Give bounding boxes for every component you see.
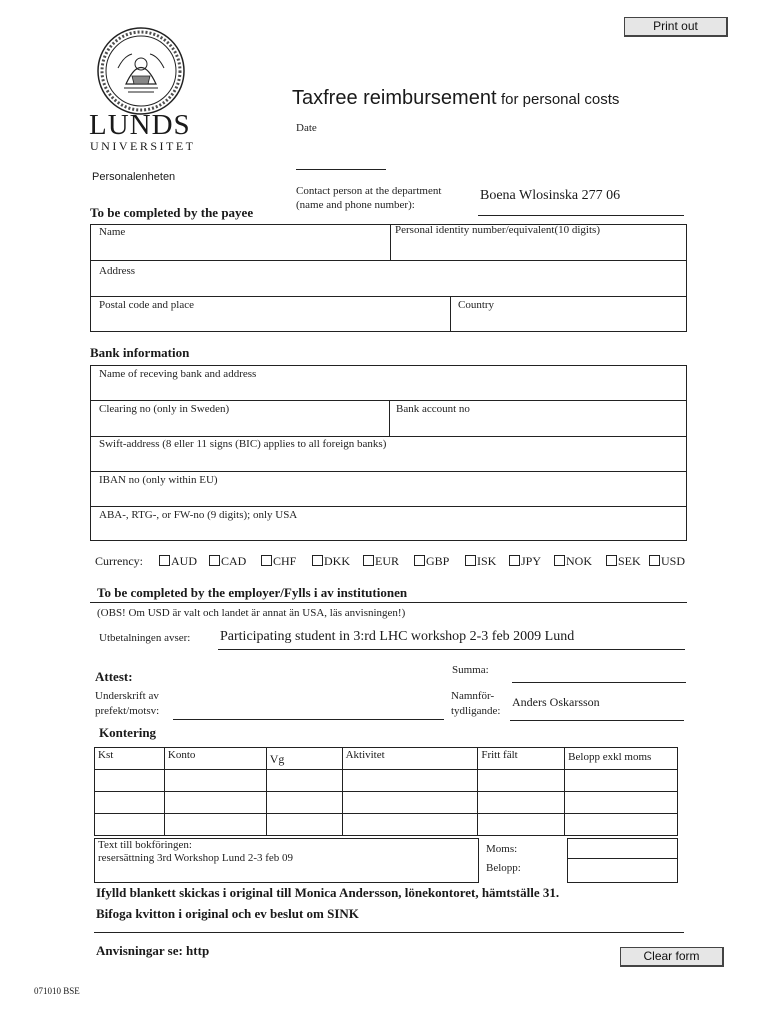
col-belopp: Belopp exkl moms	[565, 748, 678, 770]
contact-field[interactable]: Boena Wlosinska 277 06	[480, 188, 621, 203]
aba-field[interactable]: ABA-, RTG-, or FW-no (9 digits); only USA	[99, 509, 298, 521]
checkbox-icon[interactable]	[312, 555, 323, 566]
col-konto: Konto	[164, 748, 266, 770]
page-title: Taxfree reimbursement for personal costs	[292, 87, 620, 109]
name-clarification-field[interactable]: Anders Oskarsson	[512, 695, 600, 709]
address-field[interactable]: Address	[99, 265, 136, 277]
belopp-label: Belopp:	[486, 862, 521, 874]
currency-jpy[interactable]: JPY	[509, 554, 541, 569]
payee-box	[90, 224, 687, 332]
col-vg: Vg	[266, 748, 342, 770]
footer-instruction-2: Bifoga kvitton i original och ev beslut om SINK	[96, 906, 359, 921]
payee-divider-2	[90, 296, 687, 297]
checkbox-icon[interactable]	[261, 555, 272, 566]
payee-heading: To be completed by the payee	[90, 205, 254, 220]
currency-aud[interactable]: AUD	[159, 554, 197, 569]
currency-eur[interactable]: EUR	[363, 554, 399, 569]
checkbox-icon[interactable]	[606, 555, 617, 566]
kontering-heading: Kontering	[99, 725, 157, 740]
currency-nok[interactable]: NOK	[554, 554, 592, 569]
checkbox-icon[interactable]	[363, 555, 374, 566]
col-aktivitet: Aktivitet	[342, 748, 478, 770]
signature-label: Underskrift av prefekt/motsv:	[95, 690, 160, 717]
kontering-table	[94, 747, 678, 836]
date-label: Date	[296, 122, 317, 134]
payee-divider-1	[90, 260, 687, 261]
employer-heading: To be completed by the employer/Fylls i av institutionen	[97, 585, 408, 600]
bank-account-field[interactable]: Bank account no	[396, 403, 470, 415]
name-clarification-underline	[510, 720, 684, 721]
contact-label: Contact person at the department (name and phone number):	[296, 185, 442, 211]
text-bookkeeping-label: Text till bokföringen: resersättning 3rd Workshop Lund 2-3 feb 09	[98, 839, 294, 864]
footer-rule	[94, 932, 684, 933]
bank-vdivider	[389, 400, 390, 436]
belopp-field[interactable]	[567, 858, 678, 883]
checkbox-icon[interactable]	[649, 555, 660, 566]
payee-vdivider-2	[450, 296, 451, 332]
moms-field[interactable]	[567, 838, 678, 859]
currency-dkk[interactable]: DKK	[312, 554, 350, 569]
logo-wordmark: LUNDS	[89, 109, 191, 141]
bank-divider-2	[90, 436, 687, 437]
logo-subtitle: UNIVERSITET	[90, 139, 196, 153]
employer-heading-rule	[90, 602, 687, 603]
currency-sek[interactable]: SEK	[606, 554, 641, 569]
table-row[interactable]	[95, 814, 678, 836]
iban-field[interactable]: IBAN no (only within EU)	[99, 474, 218, 486]
moms-label: Moms:	[486, 843, 518, 855]
payment-field[interactable]: Participating student in 3:rd LHC workshop 2-3 feb 2009 Lund	[220, 629, 575, 644]
clear-form-button[interactable]: Clear form	[620, 947, 724, 967]
checkbox-icon[interactable]	[159, 555, 170, 566]
bank-divider-3	[90, 471, 687, 472]
col-kst: Kst	[95, 748, 165, 770]
postal-code-field[interactable]: Postal code and place	[99, 299, 194, 311]
summa-label: Summa:	[452, 664, 489, 676]
bank-divider-4	[90, 506, 687, 507]
name-field[interactable]: Name	[99, 226, 126, 238]
date-field[interactable]	[296, 160, 386, 170]
name-clarification-label: Namnför- tydligande:	[451, 690, 501, 717]
department-label: Personalenheten	[92, 171, 176, 183]
checkbox-icon[interactable]	[414, 555, 425, 566]
summa-field[interactable]	[512, 682, 686, 683]
table-row[interactable]	[95, 770, 678, 792]
bank-heading: Bank information	[90, 345, 190, 360]
currency-usd[interactable]: USD	[649, 554, 685, 569]
bank-name-field[interactable]: Name of receving bank and address	[99, 368, 257, 380]
country-field[interactable]: Country	[458, 299, 495, 311]
attest-heading: Attest:	[95, 669, 133, 684]
contact-underline	[478, 215, 684, 216]
table-header-row	[95, 748, 678, 770]
checkbox-icon[interactable]	[209, 555, 220, 566]
payment-underline	[218, 649, 685, 650]
currency-label: Currency:	[95, 554, 143, 568]
clearing-field[interactable]: Clearing no (only in Sweden)	[99, 403, 230, 415]
payment-label: Utbetalningen avser:	[99, 632, 191, 644]
footer-instruction-3: Anvisningar se: http	[96, 943, 210, 958]
currency-chf[interactable]: CHF	[261, 554, 296, 569]
signature-field[interactable]	[173, 719, 444, 720]
currency-cad[interactable]: CAD	[209, 554, 246, 569]
checkbox-icon[interactable]	[554, 555, 565, 566]
personal-id-field[interactable]: Personal identity number/equivalent(10 digits)	[395, 224, 600, 236]
university-seal-icon	[96, 26, 186, 116]
currency-isk[interactable]: ISK	[465, 554, 496, 569]
currency-gbp[interactable]: GBP	[414, 554, 449, 569]
checkbox-icon[interactable]	[465, 555, 476, 566]
form-code: 071010 BSE	[34, 986, 80, 996]
checkbox-icon[interactable]	[509, 555, 520, 566]
payee-vdivider-1	[390, 224, 391, 260]
col-fritt-falt: Fritt fält	[478, 748, 565, 770]
text-bookkeeping-value[interactable]: resersättning 3rd Workshop Lund 2-3 feb 09	[98, 852, 294, 864]
print-out-button[interactable]: Print out	[624, 17, 728, 37]
swift-field[interactable]: Swift-address (8 eller 11 signs (BIC) applies to all foreign banks)	[99, 438, 387, 450]
table-row[interactable]	[95, 792, 678, 814]
footer-instruction-1: Ifylld blankett skickas i original till Monica Andersson, lönekontoret, hämtställe 31.	[96, 885, 560, 900]
usd-note: (OBS! Om USD är valt och landet är annat än USA, läs anvisningen!)	[97, 607, 406, 619]
